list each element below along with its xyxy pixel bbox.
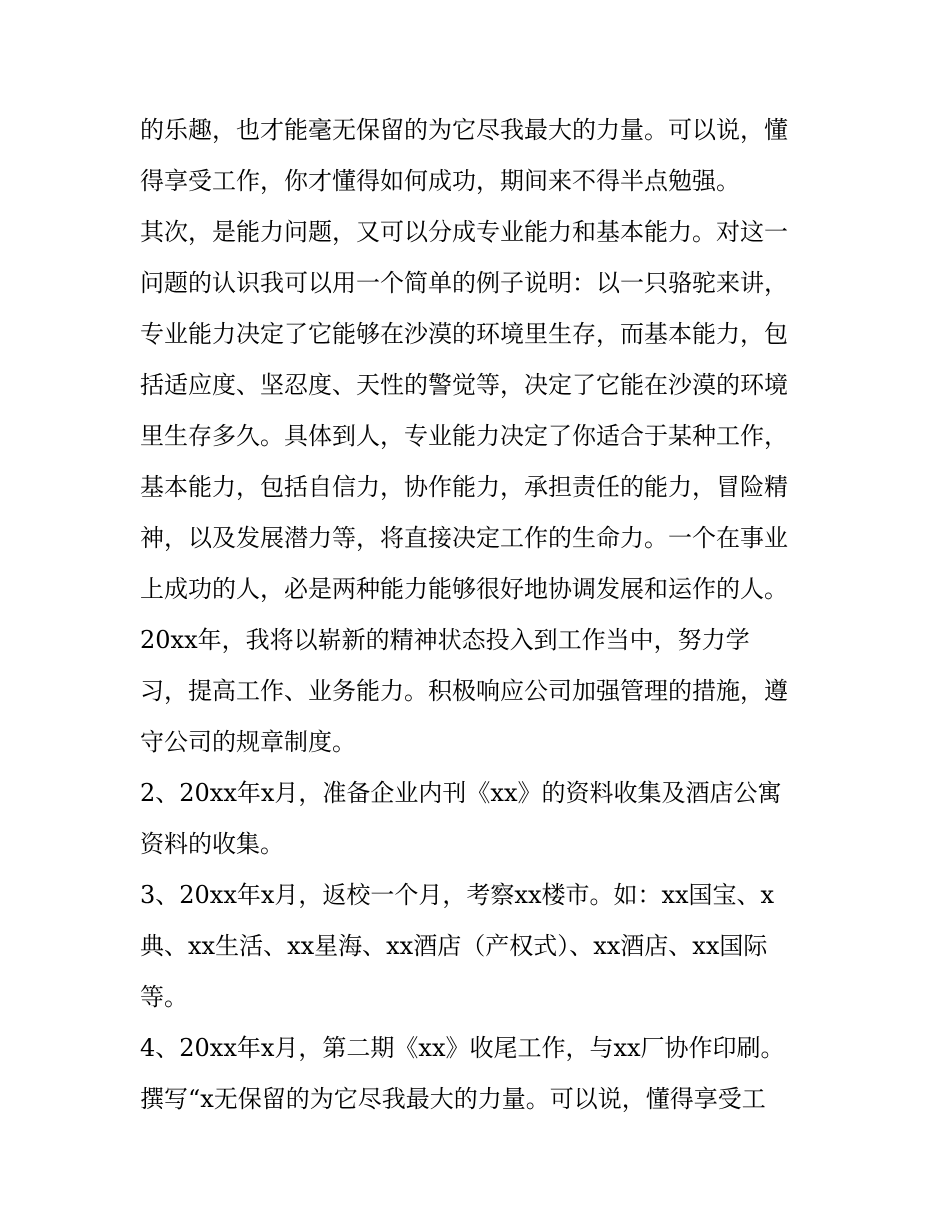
text-line: 资料的收集。 — [140, 830, 284, 858]
text-line: 4、20xx年x月，第二期《xx》收尾工作，与xx厂协作印刷。 — [140, 1034, 785, 1062]
text-line: 上成功的人，必是两种能力能够很好地协调发展和运作的人。 — [140, 575, 788, 603]
text-line: 里生存多久。具体到人，专业能力决定了你适合于某种工作， — [140, 422, 788, 450]
text-line: 20xx年，我将以崭新的精神状态投入到工作当中，努力学 — [140, 626, 750, 654]
text-line: 得享受工作，你才懂得如何成功，期间来不得半点勉强。 — [140, 167, 740, 195]
text-line: 基本能力，包括自信力，协作能力，承担责任的能力，冒险精 — [140, 473, 788, 501]
text-line: 等。 — [140, 983, 188, 1011]
text-line: 的乐趣，也才能毫无保留的为它尽我最大的力量。可以说，懂 — [140, 116, 788, 144]
text-line: 撰写“x无保留的为它尽我最大的力量。可以说，懂得享受工 — [140, 1085, 766, 1113]
text-line: 括适应度、坚忍度、天性的警觉等，决定了它能在沙漠的环境 — [140, 371, 788, 399]
text-line: 神，以及发展潜力等，将直接决定工作的生命力。一个在事业 — [140, 524, 788, 552]
text-line: 3、20xx年x月，返校一个月，考察xx楼市。如：xx国宝、x — [140, 881, 775, 909]
text-line: 问题的认识我可以用一个简单的例子说明：以一只骆驼来讲， — [140, 269, 788, 297]
text-line: 其次，是能力问题，又可以分成专业能力和基本能力。对这一 — [140, 218, 788, 246]
text-line: 2、20xx年x月，准备企业内刊《xx》的资料收集及酒店公寓 — [140, 779, 782, 807]
text-line: 守公司的规章制度。 — [140, 728, 356, 756]
text-line: 专业能力决定了它能够在沙漠的环境里生存，而基本能力，包 — [140, 320, 788, 348]
text-line: 习，提高工作、业务能力。积极响应公司加强管理的措施，遵 — [140, 677, 788, 705]
text-line: 典、xx生活、xx星海、xx酒店（产权式）、xx酒店、xx国际 — [140, 932, 768, 960]
